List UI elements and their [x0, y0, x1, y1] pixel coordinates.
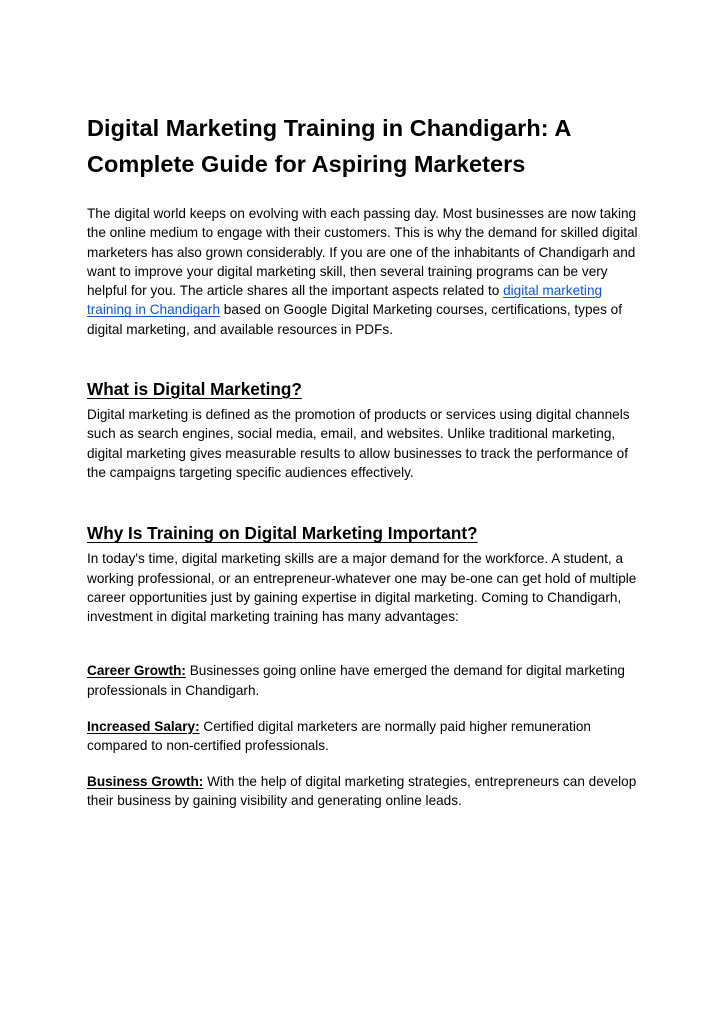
- section-body-what-is: Digital marketing is defined as the promotion of products or services using digital channels such as search engines, social media, email, and websites. Unlike traditional marketing, digital marketing gives measurable results to allow businesses to track the performance of the campaigns targeting specific audiences effectively.: [87, 407, 630, 480]
- section-body-why-training: In today's time, digital marketing skills are a major demand for the workforce. A student, a working professional, or an entrepreneur-whatever one may be-one can get hold of multiple career opportunities just by gaining expertise in digital marketing. Coming to Chandigarh, investment in digital marketing training has many advantages:: [87, 551, 637, 625]
- benefit-increased-salary: [87, 717, 647, 756]
- benefit-label: Business Growth:: [87, 773, 204, 789]
- intro-paragraph: [87, 204, 647, 339]
- benefit-career-growth: [87, 661, 647, 700]
- section-heading-what-is: What is Digital Marketing?: [87, 379, 302, 400]
- benefit-text: With the help of digital marketing strategies, entrepreneurs can develop their business by gaining visibility and generating online leads.: [87, 773, 637, 808]
- training-link[interactable]: digital marketing training in Chandigarh: [87, 283, 603, 318]
- section-heading-why-training: Why Is Training on Digital Marketing Important?: [87, 523, 478, 544]
- benefit-label: Increased Salary:: [87, 718, 200, 734]
- intro-text-before-link: The digital world keeps on evolving with each passing day. Most businesses are now taking the online medium to engage with their customers. This is why the demand for skilled digital marketers has also grown considerably. If you are one of the inhabitants of Chandigarh and want to improve your digital marketing skill, then several training programs can be very helpful for you. The article shares all the important aspects related to: [87, 206, 638, 299]
- benefit-text: Businesses going online have emerged the demand for digital marketing professionals in Chandigarh.: [87, 663, 625, 698]
- document-title: Digital Marketing Training in Chandigarh: A Complete Guide for Aspiring Marketers: [87, 115, 571, 177]
- document-page: [87, 110, 647, 810]
- benefit-text: Certified digital marketers are normally paid higher remuneration compared to non-certified professionals.: [87, 718, 591, 753]
- benefit-label: Career Growth:: [87, 663, 186, 679]
- intro-text-after-link: based on Google Digital Marketing courses, certifications, types of digital marketing, and available resources in PDFs.: [87, 302, 622, 337]
- benefit-business-growth: [87, 772, 647, 811]
